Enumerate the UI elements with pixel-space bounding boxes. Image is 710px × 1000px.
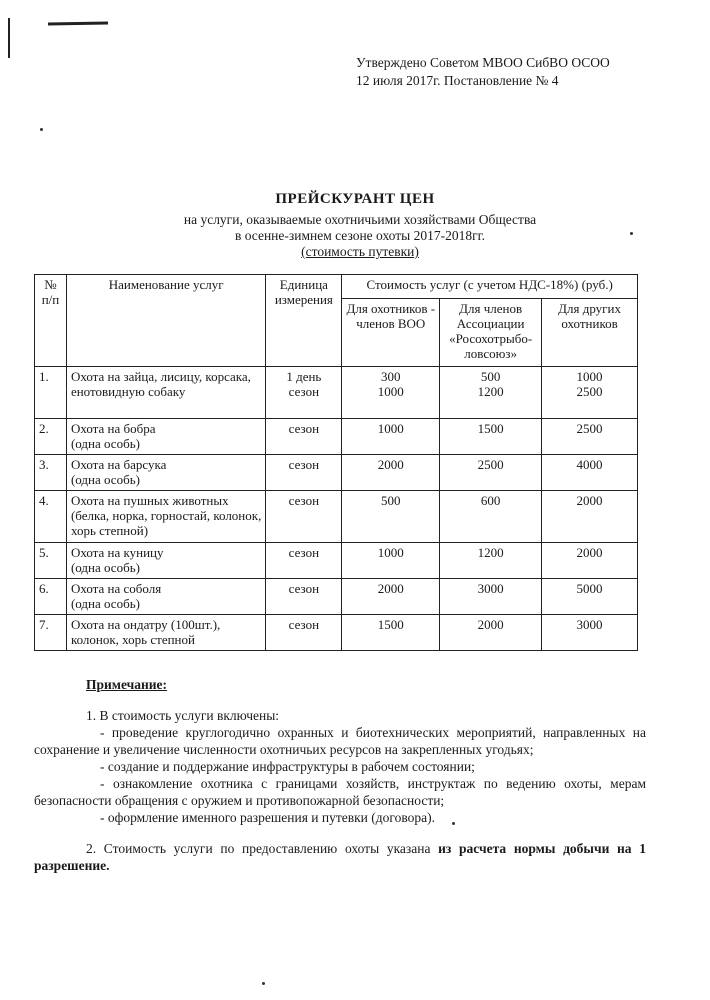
header-name: Наименование услуг bbox=[66, 275, 265, 367]
header-col-assoc: Для членов Ассоциации «Росохотрыбо-ловсоюз» bbox=[440, 299, 542, 367]
table-row bbox=[35, 543, 638, 579]
table-row bbox=[35, 367, 638, 419]
price-voo-cell: 1000 bbox=[342, 543, 440, 579]
scan-artifact bbox=[48, 21, 108, 25]
unit-cell: сезон bbox=[266, 491, 342, 543]
scan-speck bbox=[40, 128, 43, 131]
price-voo-cell: 2000 bbox=[342, 579, 440, 615]
subtitle-line-3: (стоимость путевки) bbox=[301, 244, 419, 259]
unit-cell: сезон bbox=[266, 419, 342, 455]
header-unit: Единица измерения bbox=[266, 275, 342, 367]
price-other-cell: 2000 bbox=[542, 491, 638, 543]
service-name-cell: Охота на барсука (одна особь) bbox=[66, 455, 265, 491]
price-voo-cell: 500 bbox=[342, 491, 440, 543]
table-row bbox=[35, 491, 638, 543]
price-voo-cell: 1500 bbox=[342, 615, 440, 651]
price-voo-cell: 1000 bbox=[342, 419, 440, 455]
price-other-cell: 5000 bbox=[542, 579, 638, 615]
scan-speck bbox=[262, 982, 265, 985]
table-row bbox=[35, 419, 638, 455]
row-num-cell: 4. bbox=[35, 491, 67, 543]
notes-item-2 bbox=[34, 840, 646, 874]
price-assoc-cell: 600 bbox=[440, 491, 542, 543]
header-cost-group: Стоимость услуг (с учетом НДС-18%) (руб.) bbox=[342, 275, 638, 299]
notes-bullet: - проведение круглогодично охранных и биотехнических мероприятий, направленных на сохранение и увеличение численности охотничьих ресурсов на закрепленных угодьях; bbox=[34, 725, 646, 757]
service-name-cell: Охота на бобра (одна особь) bbox=[66, 419, 265, 455]
service-name-cell: Охота на ондатру (100шт.), колонок, хорь степной bbox=[66, 615, 265, 651]
price-assoc-cell: 3000 bbox=[440, 579, 542, 615]
price-table bbox=[34, 274, 638, 651]
price-assoc-cell: 2000 bbox=[440, 615, 542, 651]
notes-item-1: 1. В стоимость услуги включены: bbox=[86, 708, 280, 723]
notes-section bbox=[34, 676, 646, 874]
row-num-cell: 6. bbox=[35, 579, 67, 615]
notes-bullet: - ознакомление охотника с границами хозяйств, инструктаж по ведению охоты, мерам безопасности обращения с оружием и противопожарной безопасности; bbox=[34, 776, 646, 808]
notes-item-2-text: 2. Стоимость услуги по предоставлению охоты указана bbox=[86, 841, 439, 856]
scan-speck bbox=[452, 822, 455, 825]
notes-heading: Примечание: bbox=[86, 677, 168, 692]
row-num-cell: 1. bbox=[35, 367, 67, 419]
document-title: ПРЕЙСКУРАНТ ЦЕН bbox=[275, 191, 435, 207]
approval-line-2: 12 июля 2017г. Постановление № 4 bbox=[356, 73, 559, 88]
unit-cell: сезон bbox=[266, 455, 342, 491]
header-col-voo: Для охотников - членов ВОО bbox=[342, 299, 440, 367]
service-name-cell: Охота на зайца, лисицу, корсака, енотовидную собаку bbox=[66, 367, 265, 419]
table-row bbox=[35, 455, 638, 491]
notes-bullet: - создание и поддержание инфраструктуры в рабочем состоянии; bbox=[100, 759, 475, 774]
row-num-cell: 3. bbox=[35, 455, 67, 491]
row-num-cell: 2. bbox=[35, 419, 67, 455]
subtitle-line-2: в осенне-зимнем сезоне охоты 2017-2018гг. bbox=[234, 228, 486, 243]
price-assoc-cell: 500 1200 bbox=[440, 367, 542, 419]
price-table-body bbox=[35, 367, 638, 651]
price-other-cell: 1000 2500 bbox=[542, 367, 638, 419]
unit-cell: сезон bbox=[266, 543, 342, 579]
header-num: № п/п bbox=[35, 275, 67, 367]
header-col-other: Для других охотников bbox=[542, 299, 638, 367]
row-num-cell: 7. bbox=[35, 615, 67, 651]
price-other-cell: 4000 bbox=[542, 455, 638, 491]
table-row bbox=[35, 579, 638, 615]
price-assoc-cell: 2500 bbox=[440, 455, 542, 491]
price-other-cell: 2000 bbox=[542, 543, 638, 579]
document-subtitle bbox=[150, 212, 570, 260]
price-assoc-cell: 1200 bbox=[440, 543, 542, 579]
price-voo-cell: 300 1000 bbox=[342, 367, 440, 419]
approval-stamp bbox=[356, 54, 610, 90]
price-voo-cell: 2000 bbox=[342, 455, 440, 491]
subtitle-line-1: на услуги, оказываемые охотничьими хозяйствами Общества bbox=[183, 212, 537, 227]
approval-line-1: Утверждено Советом МВОО СибВО ОСОО bbox=[356, 55, 610, 70]
service-name-cell: Охота на соболя (одна особь) bbox=[66, 579, 265, 615]
service-name-cell: Охота на куницу (одна особь) bbox=[66, 543, 265, 579]
scan-speck bbox=[630, 232, 633, 235]
table-row bbox=[35, 615, 638, 651]
service-name-cell: Охота на пушных животных (белка, норка, горностай, колонок, хорь степной) bbox=[66, 491, 265, 543]
unit-cell: сезон bbox=[266, 615, 342, 651]
row-num-cell: 5. bbox=[35, 543, 67, 579]
notes-item-2-bold: из расчета нормы добычи на 1 разрешение. bbox=[34, 841, 646, 873]
scan-artifact bbox=[8, 18, 10, 58]
price-other-cell: 2500 bbox=[542, 419, 638, 455]
notes-bullet: - оформление именного разрешения и путевки (договора). bbox=[100, 810, 435, 825]
unit-cell: 1 день сезон bbox=[266, 367, 342, 419]
price-assoc-cell: 1500 bbox=[440, 419, 542, 455]
price-other-cell: 3000 bbox=[542, 615, 638, 651]
unit-cell: сезон bbox=[266, 579, 342, 615]
